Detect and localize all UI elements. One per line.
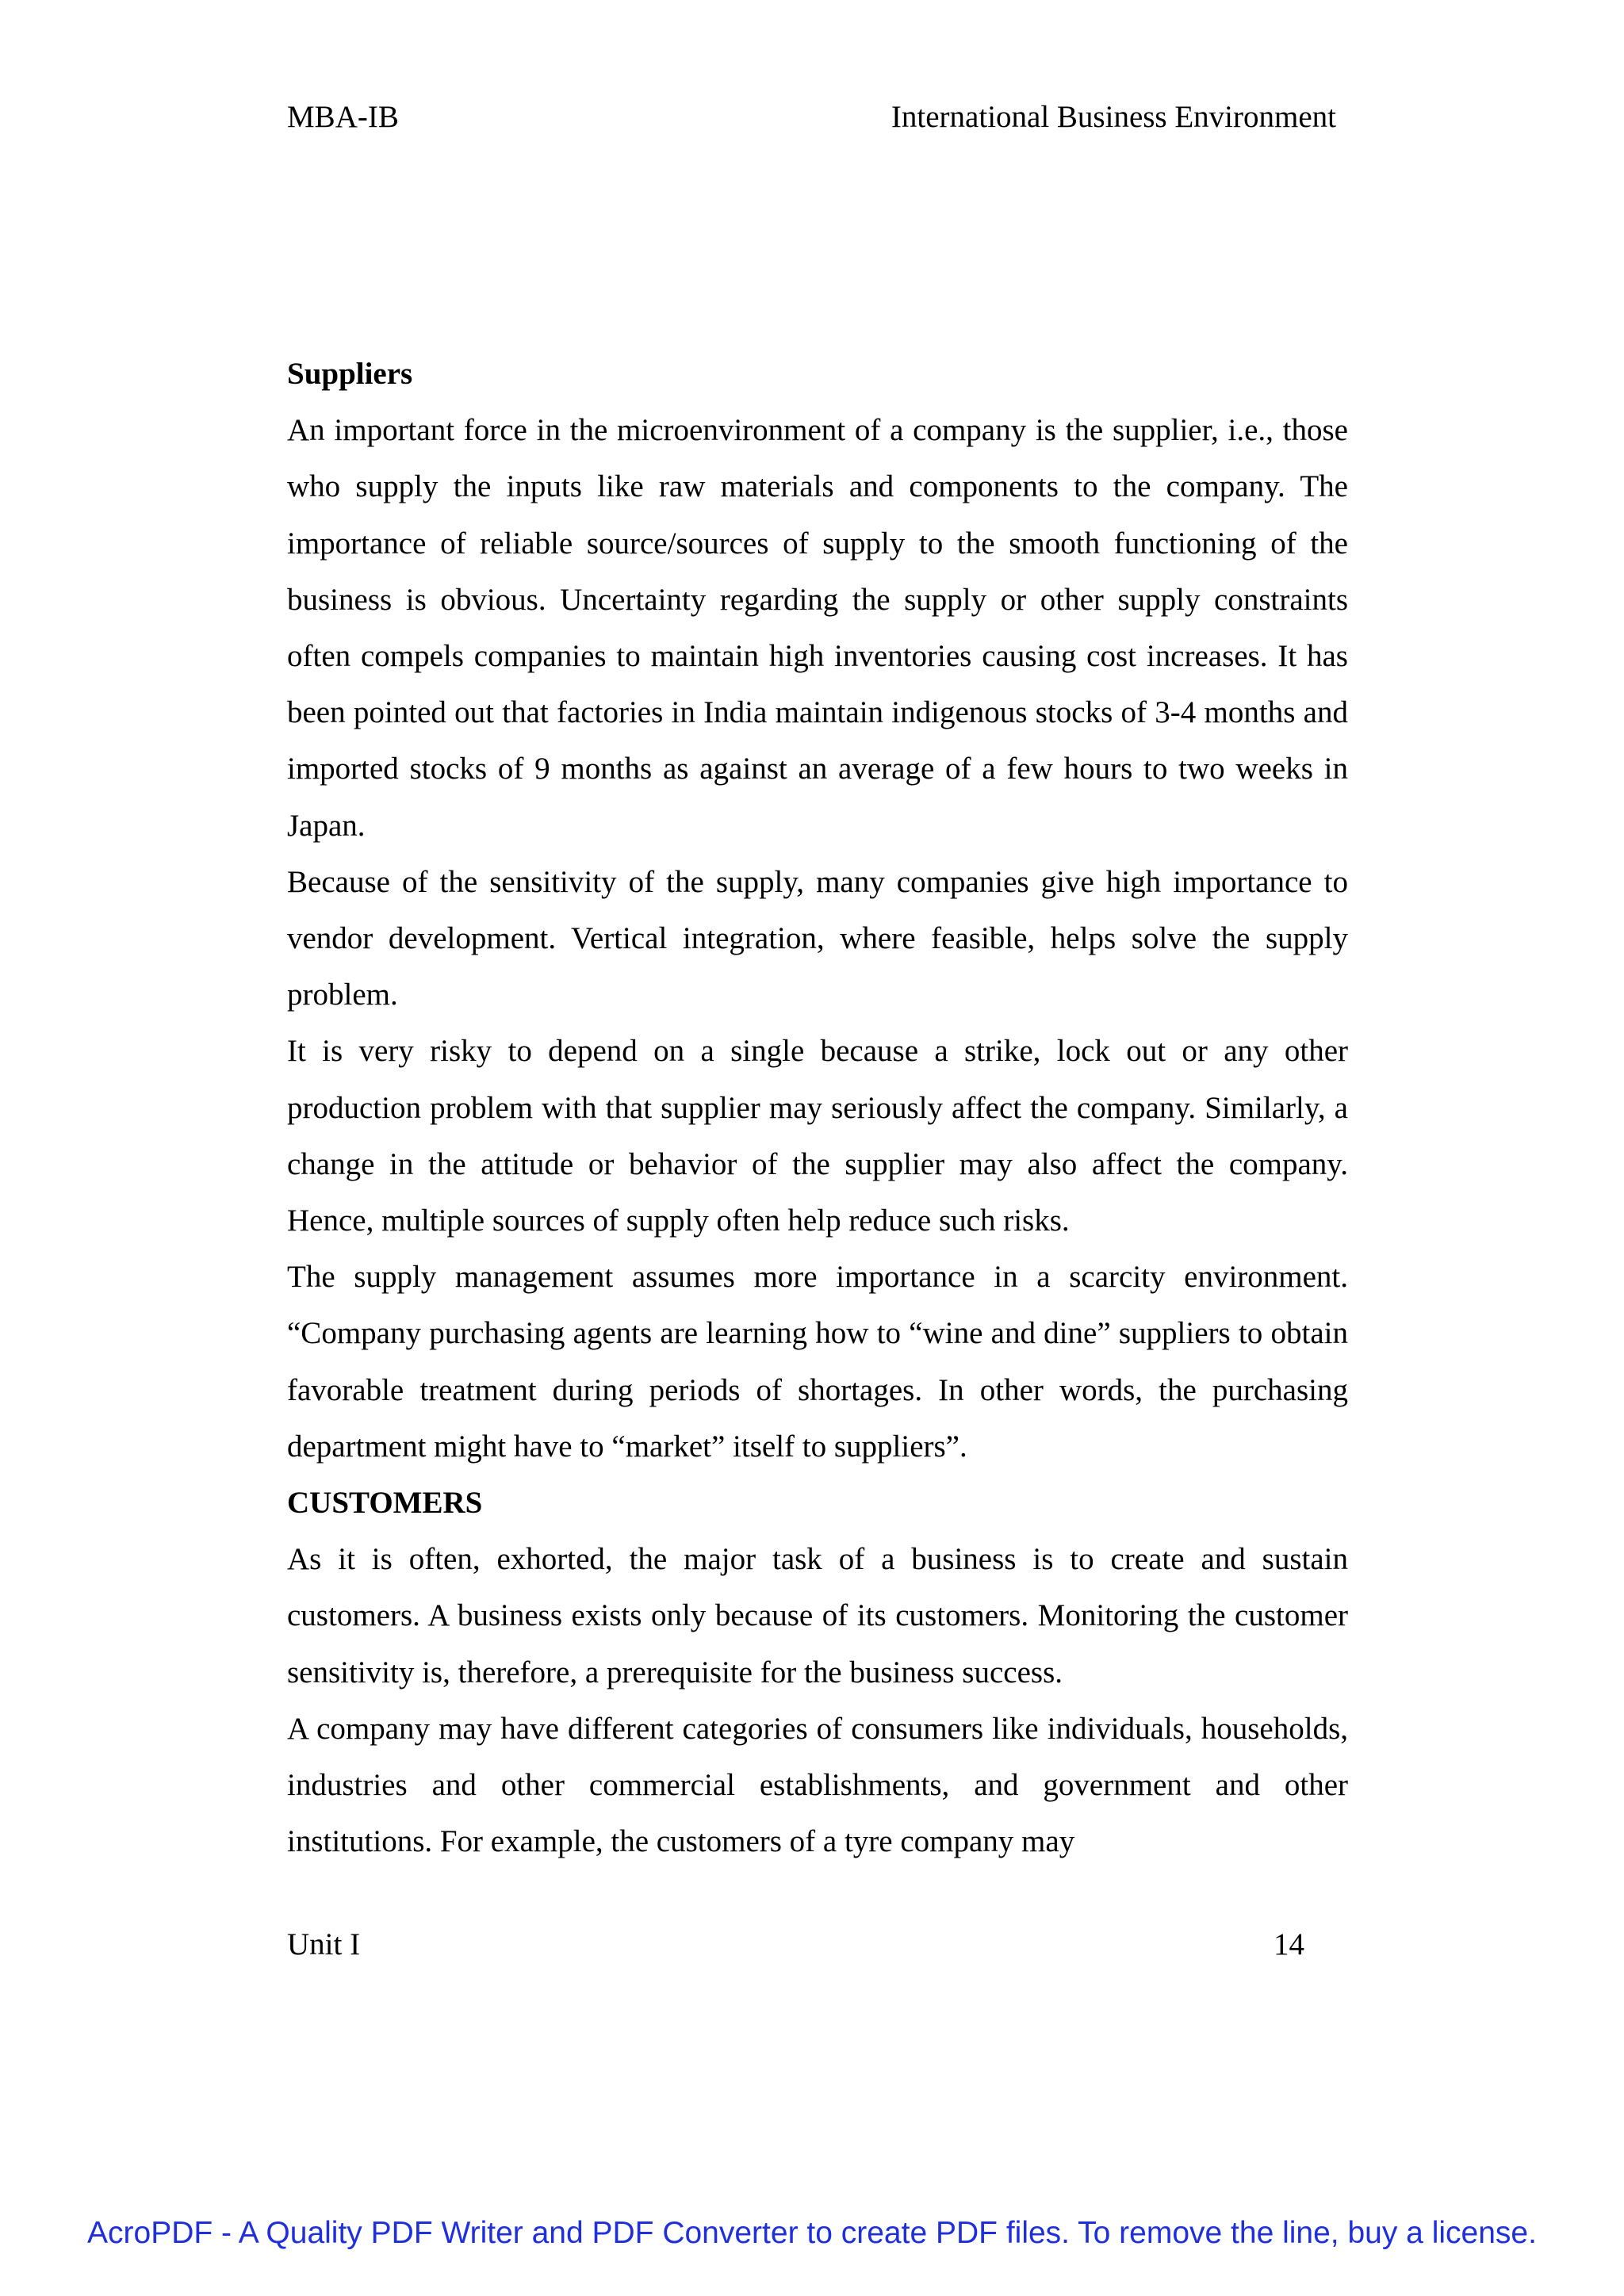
paragraph: It is very risky to depend on a single because a strike, lock out or any other production problem with that supplier may seriously affect the company. Similarly, a change in the attitude or behavior of the supplier may also affect the company. Hence, multiple sources of supply often help reduce such risks. bbox=[287, 1034, 1348, 1238]
section-heading-suppliers: Suppliers bbox=[287, 357, 413, 391]
paragraph: As it is often, exhorted, the major task of a business is to create and sustain customers. A business exists only because of its customers. Monitoring the customer sensitivity is, therefore, a prerequisite for the business success. bbox=[287, 1542, 1348, 1689]
header-course-code: MBA-IB bbox=[287, 100, 399, 134]
paragraph: Because of the sensitivity of the supply, many companies give high importance to vendor development. Vertical integration, where feasible, helps solve the supply problem. bbox=[287, 864, 1348, 1012]
body-text bbox=[287, 346, 1348, 1869]
section-heading-customers: CUSTOMERS bbox=[287, 1486, 483, 1521]
paragraph: The supply management assumes more importance in a scarcity environment. “Company purchasing agents are learning how to “wine and dine” suppliers to obtain favorable treatment during periods of shortages. In other words, the purchasing department might have to “market” itself to suppliers”. bbox=[287, 1260, 1348, 1464]
footer-page-number: 14 bbox=[1274, 1927, 1304, 1961]
header-course-title: International Business Environment bbox=[891, 100, 1336, 134]
watermark-banner: AcroPDF - A Quality PDF Writer and PDF Converter to create PDF files. To remove the line, buy a license. bbox=[87, 2216, 1537, 2250]
paragraph: An important force in the microenvironment of a company is the supplier, i.e., those who supply the inputs like raw materials and components to the company. The importance of reliable source/sources of supply to the smooth functioning of the business is obvious. Uncertainty regarding the supply or other supply constraints often compels companies to maintain high inventories causing cost increases. It has been pointed out that factories in India maintain indigenous stocks of 3-4 months and imported stocks of 9 months as against an average of a few hours to two weeks in Japan. bbox=[287, 413, 1348, 843]
paragraph: A company may have different categories of consumers like individuals, households, industries and other commercial establishments, and government and other institutions. For example, the customers of a tyre company may bbox=[287, 1711, 1348, 1859]
footer-unit: Unit I bbox=[287, 1927, 361, 1961]
